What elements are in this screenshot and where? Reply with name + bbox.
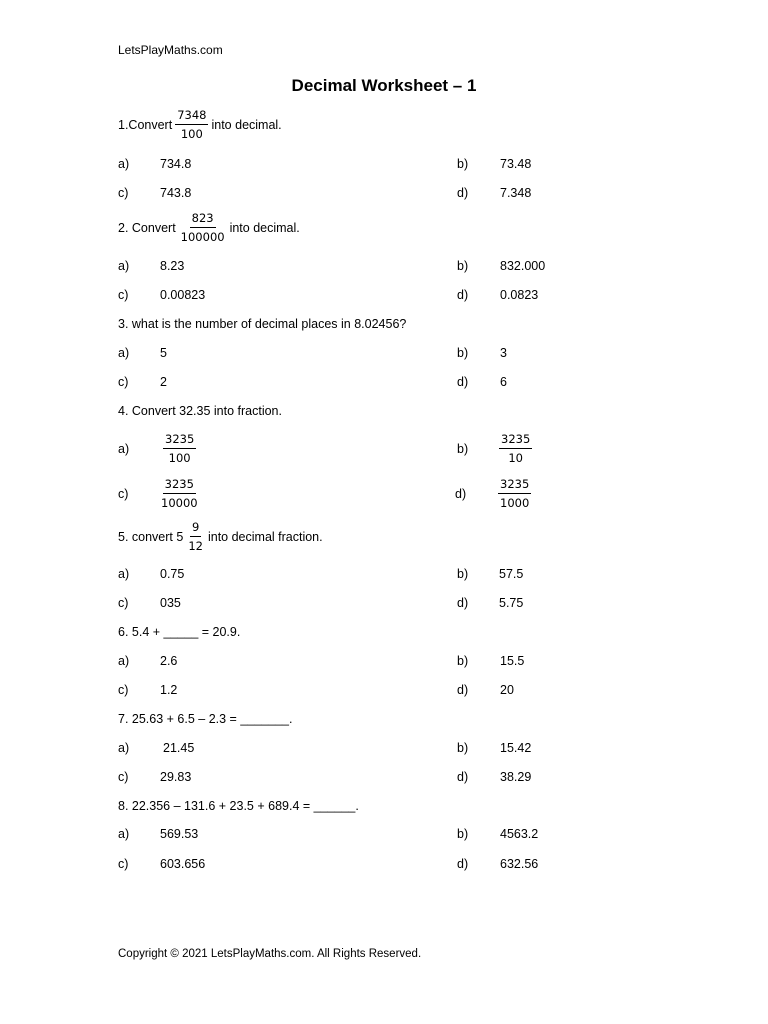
fraction-denominator: 10000 [161,496,198,510]
question-5-suffix: into decimal fraction. [207,529,323,544]
q6-option-d: 20 [500,683,514,697]
question-5-fraction [186,520,205,553]
q1-option-d: 7.348 [500,186,532,200]
question-4: 4. Convert 32.35 into fraction. [118,404,282,418]
page-title: Decimal Worksheet – 1 [291,76,477,95]
option-a-letter: a) [118,346,130,360]
question-1-fraction [175,108,208,141]
question-1-prefix: 1.Convert [118,117,173,132]
q3-option-d: 6 [500,375,507,389]
option-b-letter: b) [457,157,469,171]
q8-option-d: 632.56 [500,857,539,871]
option-a-letter: a) [118,741,130,755]
question-2 [118,211,300,244]
q4-option-b [499,432,532,465]
fraction-denominator: 12 [188,539,203,553]
option-b-letter: b) [457,567,469,581]
q2-option-b: 832.000 [500,259,546,273]
question-5-prefix: 5. convert 5 [118,529,184,544]
q6-option-b: 15.5 [500,654,525,668]
q7-option-b: 15.42 [500,741,532,755]
fraction-denominator: 100000 [180,230,225,244]
q2-option-a: 8.23 [160,259,185,273]
q5-option-d: 5.75 [499,596,524,610]
option-c-letter: c) [118,770,129,784]
fraction-numerator: 3235 [163,432,196,449]
q6-option-a: 2.6 [160,654,178,668]
q8-option-a: 569.53 [160,827,199,841]
option-c-letter: c) [118,596,129,610]
question-2-suffix: into decimal. [229,220,300,235]
option-b-letter: b) [457,741,469,755]
fraction-numerator: 7348 [175,108,208,125]
q3-option-b: 3 [500,346,507,360]
option-c-letter: c) [118,857,129,871]
option-a-letter: a) [118,567,130,581]
q7-option-a: 21.45 [163,741,195,755]
q6-option-c: 1.2 [160,683,178,697]
q5-option-b: 57.5 [499,567,524,581]
option-d-letter: d) [457,186,469,200]
option-c-letter: c) [118,288,129,302]
option-a-letter: a) [118,654,130,668]
q4-option-c [159,477,200,510]
option-c-letter: c) [118,683,129,697]
q1-option-b: 73.48 [500,157,532,171]
question-5 [118,520,323,553]
q4-option-d [498,477,531,510]
option-b-letter: b) [457,654,469,668]
question-1-suffix: into decimal. [211,117,282,132]
q7-option-c: 29.83 [160,770,192,784]
fraction-numerator: 3235 [499,432,532,449]
question-2-prefix: 2. Convert [118,220,176,235]
option-d-letter: d) [455,487,467,501]
option-b-letter: b) [457,346,469,360]
question-1 [118,108,282,141]
q7-option-d: 38.29 [500,770,532,784]
q1-option-a: 734.8 [160,157,192,171]
fraction-numerator: 9 [190,520,201,537]
question-3: 3. what is the number of decimal places in 8.02456? [118,317,407,331]
question-8: 8. 22.356 – 131.6 + 23.5 + 689.4 = ______. [118,799,359,813]
option-a-letter: a) [118,259,130,273]
question-2-fraction [179,211,227,244]
q3-option-c: 2 [160,375,167,389]
q8-option-b: 4563.2 [500,827,539,841]
option-d-letter: d) [457,288,469,302]
question-6: 6. 5.4 + _____ = 20.9. [118,625,241,639]
question-7: 7. 25.63 + 6.5 – 2.3 = _______. [118,712,293,726]
fraction-denominator: 100 [168,451,191,465]
option-c-letter: c) [118,487,129,501]
option-d-letter: d) [457,857,469,871]
q2-option-c: 0.00823 [160,288,206,302]
q2-option-d: 0.0823 [500,288,539,302]
option-d-letter: d) [457,375,469,389]
fraction-denominator: 1000 [500,496,530,510]
fraction-denominator: 100 [180,127,203,141]
fraction-denominator: 10 [508,451,523,465]
site-name: LetsPlayMaths.com [118,43,223,57]
q5-option-c: 035 [160,596,181,610]
q1-option-c: 743.8 [160,186,192,200]
option-b-letter: b) [457,827,469,841]
q4-option-a [163,432,196,465]
fraction-numerator: 3235 [498,477,531,494]
option-b-letter: b) [457,259,469,273]
q3-option-a: 5 [160,346,167,360]
q8-option-c: 603.656 [160,857,206,871]
fraction-numerator: 3235 [163,477,196,494]
option-a-letter: a) [118,157,130,171]
option-c-letter: c) [118,186,129,200]
option-c-letter: c) [118,375,129,389]
option-b-letter: b) [457,442,469,456]
option-d-letter: d) [457,683,469,697]
copyright-footer: Copyright © 2021 LetsPlayMaths.com. All Rights Reserved. [118,948,422,960]
option-a-letter: a) [118,827,130,841]
q5-option-a: 0.75 [160,567,185,581]
option-a-letter: a) [118,442,130,456]
option-d-letter: d) [457,596,469,610]
fraction-numerator: 823 [190,211,216,228]
option-d-letter: d) [457,770,469,784]
